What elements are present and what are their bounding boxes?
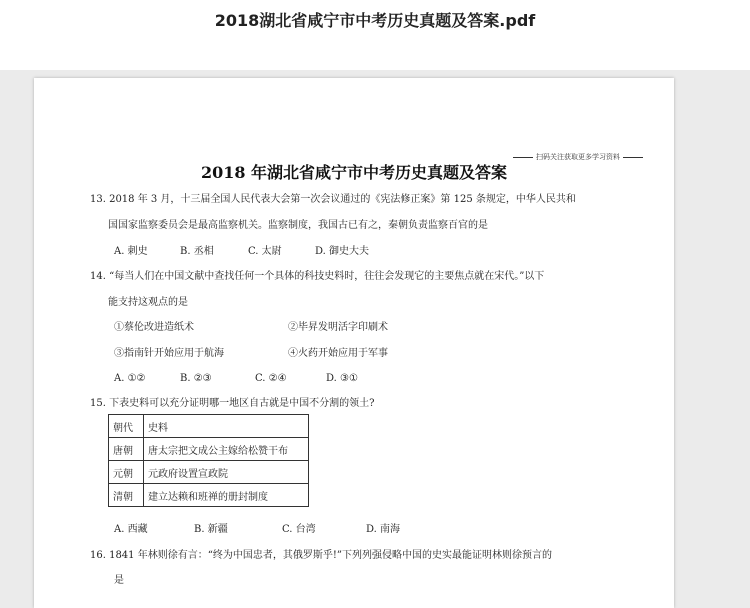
table-cell-dynasty: 唐朝 (109, 438, 144, 461)
q14-line-2: 能支持这观点的是 (108, 297, 188, 308)
table-header-source: 史料 (144, 415, 309, 438)
q15-line-1: 15. 下表史料可以充分证明哪一地区自古就是中国不分割的领土? (90, 398, 375, 409)
q14-item-3: ③指南针开始应用于航海 (114, 348, 224, 359)
q13-option-d: D. 御史大夫 (315, 246, 370, 257)
table-cell-dynasty: 清朝 (109, 484, 144, 507)
viewer-header (0, 0, 750, 70)
q13-option-c: C. 太尉 (248, 246, 282, 257)
table-cell-source: 建立达赖和班禅的册封制度 (144, 484, 309, 507)
q14-item-2: ②毕昇发明活字印刷术 (288, 322, 388, 333)
q14-option-b: B. ②③ (180, 373, 212, 384)
table-cell-dynasty: 元朝 (109, 461, 144, 484)
q14-option-c: C. ②④ (255, 373, 287, 384)
pdf-page (34, 78, 674, 608)
q13-line-1: 13. 2018 年 3 月，十三届全国人民代表大会第一次会议通过的《宪法修正案》第 125 条规定，中华人民共和 (90, 194, 576, 205)
q16-line-2: 是 (114, 575, 124, 586)
table-row (109, 438, 309, 461)
q14-option-a: A. ①② (114, 373, 146, 384)
watermark-label: 扫码关注获取更多学习资料 (536, 153, 620, 161)
q15-option-c: C. 台湾 (282, 524, 316, 535)
table-header-dynasty: 朝代 (109, 415, 144, 438)
q14-option-d: D. ③① (326, 373, 358, 384)
q15-option-a: A. 西藏 (114, 524, 148, 535)
q16-line-1: 16. 1841 年林则徐有言：“终为中国忠者，其俄罗斯乎!”下列列强侵略中国的史实最能证明林则徐预言的 (90, 550, 552, 561)
history-sources-table (108, 414, 309, 507)
table-header-row (109, 415, 309, 438)
q14-item-4: ④火药开始应用于军事 (288, 348, 388, 359)
watermark-right-rule (623, 157, 643, 158)
q15-option-d: D. 南海 (366, 524, 401, 535)
q14-line-1: 14. “每当人们在中国文献中查找任何一个具体的科技史料时，往往会发现它的主要焦点就在宋代。”以下 (90, 271, 545, 282)
table-row (109, 461, 309, 484)
table-row (109, 484, 309, 507)
q13-option-b: B. 丞相 (180, 246, 214, 257)
q14-item-1: ①蔡伦改进造纸术 (114, 322, 194, 333)
document-title: 2018 年湖北省咸宁市中考历史真题及答案 (200, 163, 508, 182)
table-cell-source: 元政府设置宣政院 (144, 461, 309, 484)
q13-line-2: 国国家监察委员会是最高监察机关。监察制度，我国古已有之，秦朝负责监察百官的是 (108, 220, 488, 231)
table-cell-source: 唐太宗把文成公主嫁给松赞干布 (144, 438, 309, 461)
q15-option-b: B. 新疆 (194, 524, 228, 535)
file-name-title: 2018湖北省咸宁市中考历史真题及答案.pdf (214, 11, 536, 30)
watermark-left-rule (513, 157, 533, 158)
q13-option-a: A. 刺史 (114, 246, 148, 257)
